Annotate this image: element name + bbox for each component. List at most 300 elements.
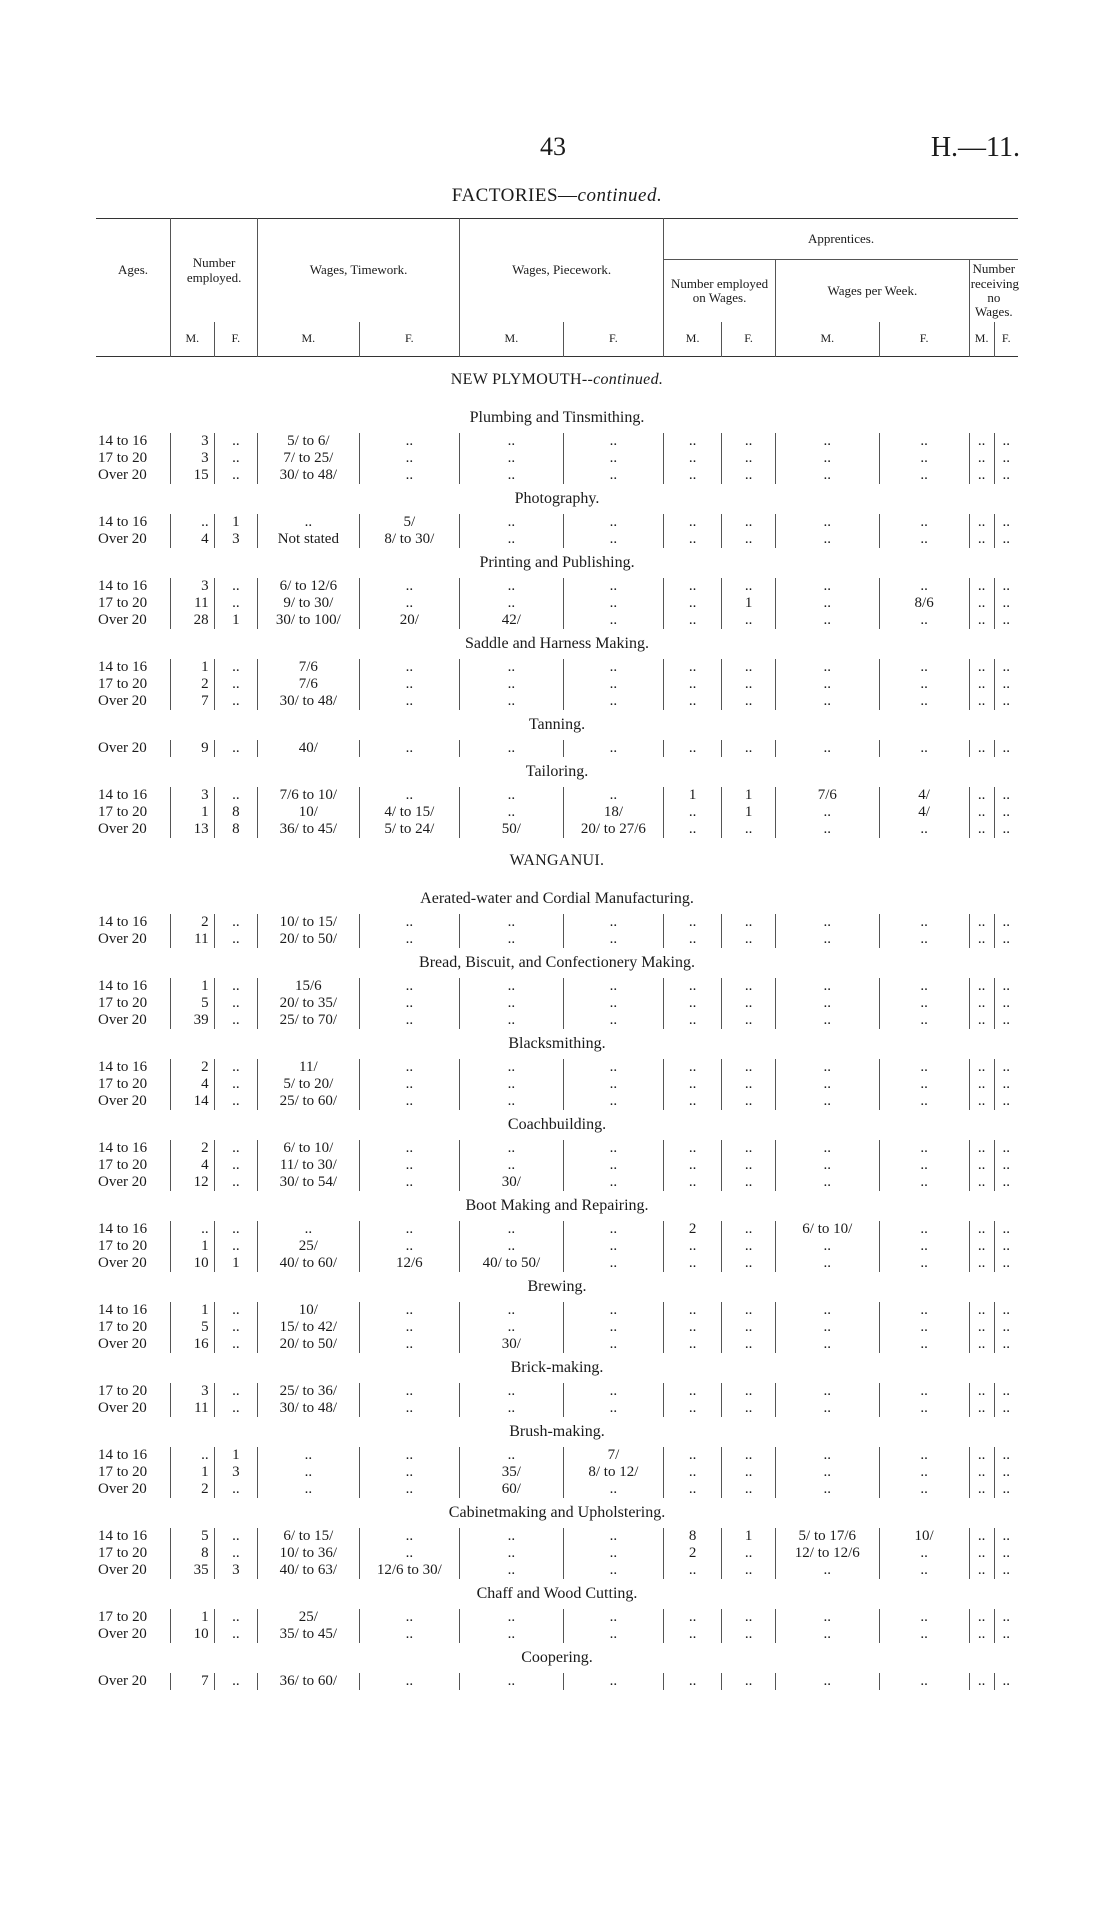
cell-app-employed-f: .. xyxy=(722,914,776,931)
cell-employed-f: .. xyxy=(214,433,258,450)
cell-app-no-wages-m: .. xyxy=(969,995,994,1012)
cell-employed-m: 3 xyxy=(171,578,215,595)
cell-app-employed-f: .. xyxy=(722,1302,776,1319)
header-f: F. xyxy=(994,322,1018,357)
trade-heading-row xyxy=(96,629,1018,659)
cell-piecework-f: .. xyxy=(563,578,663,595)
cell-age: Over 20 xyxy=(98,1255,147,1271)
cell-app-wages-m: 12/ to 12/6 xyxy=(776,1545,880,1562)
cell-app-no-wages-m: .. xyxy=(969,693,994,710)
cell-app-no-wages-m: .. xyxy=(969,1626,994,1643)
cell-timework-m: .. xyxy=(258,514,360,531)
cell-employed-m: 16 xyxy=(171,1336,215,1353)
cell-app-no-wages-f: .. xyxy=(994,1562,1018,1579)
cell-timework-m: 10/ to 15/ xyxy=(258,914,360,931)
header-m: M. xyxy=(460,322,564,357)
cell-employed-f: .. xyxy=(214,693,258,710)
cell-app-no-wages-m: .. xyxy=(969,821,994,838)
cell-timework-f: .. xyxy=(359,1093,459,1110)
cell-app-no-wages-f: .. xyxy=(994,1464,1018,1481)
cell-employed-m: 2 xyxy=(171,914,215,931)
cell-timework-f: .. xyxy=(359,676,459,693)
cell-age: 14 to 16 xyxy=(98,914,148,930)
trade-heading: Saddle and Harness Making. xyxy=(465,635,649,652)
cell-piecework-f: .. xyxy=(563,693,663,710)
cell-piecework-m: 35/ xyxy=(460,1464,564,1481)
table-row xyxy=(96,1238,1018,1255)
table-row xyxy=(96,804,1018,821)
cell-age: Over 20 xyxy=(98,467,147,483)
cell-employed-m: 2 xyxy=(171,676,215,693)
table-row xyxy=(96,1464,1018,1481)
cell-timework-f: .. xyxy=(359,914,459,931)
cell-employed-f: .. xyxy=(214,595,258,612)
cell-piecework-m: .. xyxy=(460,1157,564,1174)
cell-piecework-m: .. xyxy=(460,740,564,757)
table-row xyxy=(96,1336,1018,1353)
cell-timework-f: 5/ to 24/ xyxy=(359,821,459,838)
cell-employed-f: 3 xyxy=(214,531,258,548)
cell-piecework-m: .. xyxy=(460,1673,564,1690)
cell-app-employed-f: .. xyxy=(722,450,776,467)
cell-piecework-f: .. xyxy=(563,450,663,467)
cell-age: Over 20 xyxy=(98,1562,147,1578)
cell-piecework-f: 18/ xyxy=(563,804,663,821)
cell-app-no-wages-f: .. xyxy=(994,1238,1018,1255)
cell-app-no-wages-f: .. xyxy=(994,1059,1018,1076)
cell-timework-f: .. xyxy=(359,467,459,484)
cell-app-no-wages-f: .. xyxy=(994,821,1018,838)
cell-employed-m: .. xyxy=(171,1221,215,1238)
cell-timework-m: 11/ xyxy=(258,1059,360,1076)
cell-app-employed-f: .. xyxy=(722,1336,776,1353)
cell-employed-m: 15 xyxy=(171,467,215,484)
cell-employed-m: 4 xyxy=(171,1157,215,1174)
cell-timework-m: 10/ xyxy=(258,804,360,821)
cell-app-no-wages-m: .. xyxy=(969,740,994,757)
cell-app-wages-m: .. xyxy=(776,1609,880,1626)
cell-piecework-m: .. xyxy=(460,1221,564,1238)
trade-heading: Coachbuilding. xyxy=(507,1116,607,1133)
cell-employed-f: .. xyxy=(214,450,258,467)
cell-age: 17 to 20 xyxy=(98,450,148,466)
cell-age: 17 to 20 xyxy=(98,1609,148,1625)
cell-app-no-wages-f: .. xyxy=(994,931,1018,948)
town-heading-row xyxy=(96,357,1018,404)
cell-app-wages-m: .. xyxy=(776,676,880,693)
cell-age: Over 20 xyxy=(98,821,147,837)
cell-employed-f: 1 xyxy=(214,1447,258,1464)
cell-timework-m: 30/ to 100/ xyxy=(258,612,360,629)
header-wages-piecework: Wages, Piecework. xyxy=(460,219,664,323)
cell-timework-f: .. xyxy=(359,1626,459,1643)
table-row xyxy=(96,693,1018,710)
cell-age: 17 to 20 xyxy=(98,804,148,820)
cell-employed-m: 5 xyxy=(171,1319,215,1336)
cell-age: 17 to 20 xyxy=(98,1238,148,1254)
cell-employed-m: 1 xyxy=(171,978,215,995)
table-row xyxy=(96,1255,1018,1272)
trade-heading-row xyxy=(96,1029,1018,1059)
cell-app-employed-m: .. xyxy=(664,978,722,995)
cell-employed-f: .. xyxy=(214,1528,258,1545)
table-row xyxy=(96,978,1018,995)
cell-app-wages-m: .. xyxy=(776,1302,880,1319)
cell-employed-m: 3 xyxy=(171,1383,215,1400)
cell-app-employed-m: .. xyxy=(664,1447,722,1464)
cell-timework-f: .. xyxy=(359,1221,459,1238)
table-row xyxy=(96,1673,1018,1690)
cell-app-wages-m: .. xyxy=(776,1255,880,1272)
cell-age: Over 20 xyxy=(98,693,147,709)
cell-app-no-wages-m: .. xyxy=(969,1174,994,1191)
cell-app-wages-f: .. xyxy=(879,531,969,548)
cell-app-employed-m: .. xyxy=(664,514,722,531)
cell-app-no-wages-m: .. xyxy=(969,1255,994,1272)
cell-employed-f: .. xyxy=(214,1545,258,1562)
table-body xyxy=(96,357,1018,1691)
cell-app-no-wages-f: .. xyxy=(994,1319,1018,1336)
trade-heading: Bread, Biscuit, and Confectionery Making. xyxy=(419,954,695,971)
cell-piecework-f: .. xyxy=(563,1545,663,1562)
cell-age: 14 to 16 xyxy=(98,578,148,594)
table-row xyxy=(96,740,1018,757)
cell-app-wages-m: .. xyxy=(776,1157,880,1174)
cell-age: 17 to 20 xyxy=(98,595,148,611)
cell-piecework-m: .. xyxy=(460,995,564,1012)
table-row xyxy=(96,1319,1018,1336)
cell-app-wages-f: .. xyxy=(879,659,969,676)
cell-app-no-wages-f: .. xyxy=(994,787,1018,804)
cell-piecework-m: .. xyxy=(460,1447,564,1464)
cell-timework-m: 15/6 xyxy=(258,978,360,995)
cell-piecework-f: .. xyxy=(563,1319,663,1336)
cell-piecework-f: 8/ to 12/ xyxy=(563,1464,663,1481)
cell-app-no-wages-m: .. xyxy=(969,1059,994,1076)
cell-app-wages-m: .. xyxy=(776,612,880,629)
trade-heading: Brick-making. xyxy=(510,1359,604,1376)
cell-app-no-wages-m: .. xyxy=(969,578,994,595)
cell-app-employed-m: .. xyxy=(664,1609,722,1626)
cell-app-employed-f: .. xyxy=(722,693,776,710)
cell-app-no-wages-f: .. xyxy=(994,995,1018,1012)
cell-piecework-m: .. xyxy=(460,1545,564,1562)
cell-timework-f: .. xyxy=(359,1238,459,1255)
cell-piecework-f: .. xyxy=(563,1481,663,1498)
town-name: NEW PLYMOUTH xyxy=(450,371,582,388)
cell-app-employed-m: .. xyxy=(664,612,722,629)
cell-app-wages-m: .. xyxy=(776,450,880,467)
table-row xyxy=(96,821,1018,838)
cell-employed-m: 28 xyxy=(171,612,215,629)
cell-app-no-wages-m: .. xyxy=(969,1336,994,1353)
cell-employed-m: 1 xyxy=(171,1302,215,1319)
cell-app-employed-m: .. xyxy=(664,659,722,676)
town-name: WANGANUI. xyxy=(509,852,605,869)
cell-app-employed-f: 1 xyxy=(722,804,776,821)
table-row xyxy=(96,578,1018,595)
table-row xyxy=(96,995,1018,1012)
cell-app-no-wages-m: .. xyxy=(969,1221,994,1238)
header-blank xyxy=(96,322,171,357)
cell-piecework-f: .. xyxy=(563,1255,663,1272)
cell-app-wages-f: .. xyxy=(879,821,969,838)
cell-app-wages-f: .. xyxy=(879,1336,969,1353)
cell-timework-m: 15/ to 42/ xyxy=(258,1319,360,1336)
cell-employed-m: 14 xyxy=(171,1093,215,1110)
cell-employed-f: .. xyxy=(214,1319,258,1336)
cell-age: 17 to 20 xyxy=(98,676,148,692)
header-app-wages-per-week: Wages per Week. xyxy=(776,260,970,323)
cell-timework-m: 6/ to 12/6 xyxy=(258,578,360,595)
cell-employed-f: 3 xyxy=(214,1562,258,1579)
cell-piecework-f: .. xyxy=(563,740,663,757)
cell-app-wages-f: 4/ xyxy=(879,804,969,821)
cell-app-no-wages-f: .. xyxy=(994,467,1018,484)
cell-app-wages-m: .. xyxy=(776,1626,880,1643)
trade-heading-row xyxy=(96,548,1018,578)
cell-app-employed-f: .. xyxy=(722,1238,776,1255)
cell-app-employed-f: .. xyxy=(722,1012,776,1029)
cell-app-employed-m: .. xyxy=(664,467,722,484)
cell-piecework-m: .. xyxy=(460,578,564,595)
cell-app-wages-f: .. xyxy=(879,1174,969,1191)
cell-app-no-wages-f: .. xyxy=(994,1481,1018,1498)
cell-app-no-wages-f: .. xyxy=(994,1012,1018,1029)
cell-piecework-m: 30/ xyxy=(460,1174,564,1191)
cell-employed-m: 2 xyxy=(171,1140,215,1157)
cell-piecework-m: .. xyxy=(460,1140,564,1157)
cell-app-no-wages-f: .. xyxy=(994,1221,1018,1238)
cell-piecework-m: .. xyxy=(460,931,564,948)
cell-piecework-f: .. xyxy=(563,467,663,484)
cell-app-employed-f: .. xyxy=(722,978,776,995)
cell-app-wages-f: .. xyxy=(879,1609,969,1626)
cell-app-employed-f: .. xyxy=(722,1673,776,1690)
trade-heading: Cabinetmaking and Upholstering. xyxy=(448,1504,666,1521)
cell-piecework-f: .. xyxy=(563,1076,663,1093)
cell-employed-f: .. xyxy=(214,1093,258,1110)
cell-app-wages-f: .. xyxy=(879,1255,969,1272)
town-heading-row xyxy=(96,838,1018,884)
cell-piecework-f: 20/ to 27/6 xyxy=(563,821,663,838)
cell-employed-f: .. xyxy=(214,1221,258,1238)
cell-piecework-m: .. xyxy=(460,1528,564,1545)
cell-app-wages-m: .. xyxy=(776,1174,880,1191)
cell-employed-f: .. xyxy=(214,1673,258,1690)
cell-app-employed-m: .. xyxy=(664,1481,722,1498)
cell-app-no-wages-m: .. xyxy=(969,1528,994,1545)
trade-heading: Coopering. xyxy=(521,1649,593,1666)
cell-app-no-wages-m: .. xyxy=(969,595,994,612)
cell-app-employed-m: .. xyxy=(664,1238,722,1255)
table-row xyxy=(96,1157,1018,1174)
cell-age: Over 20 xyxy=(98,1626,147,1642)
cell-app-employed-m: .. xyxy=(664,693,722,710)
cell-app-wages-m: .. xyxy=(776,804,880,821)
cell-timework-m: 10/ to 36/ xyxy=(258,1545,360,1562)
cell-app-no-wages-m: .. xyxy=(969,659,994,676)
cell-piecework-f: .. xyxy=(563,433,663,450)
cell-app-employed-f: .. xyxy=(722,612,776,629)
cell-app-employed-f: .. xyxy=(722,1383,776,1400)
cell-timework-m: 7/6 xyxy=(258,676,360,693)
cell-employed-f: .. xyxy=(214,995,258,1012)
cell-piecework-m: .. xyxy=(460,514,564,531)
cell-app-employed-f: .. xyxy=(722,1174,776,1191)
cell-piecework-f: .. xyxy=(563,1012,663,1029)
cell-timework-m: 6/ to 15/ xyxy=(258,1528,360,1545)
cell-app-no-wages-f: .. xyxy=(994,1336,1018,1353)
cell-app-wages-m: .. xyxy=(776,1140,880,1157)
cell-app-employed-m: .. xyxy=(664,1400,722,1417)
cell-timework-f: 5/ xyxy=(359,514,459,531)
cell-employed-f: 1 xyxy=(214,1255,258,1272)
cell-piecework-m: 40/ to 50/ xyxy=(460,1255,564,1272)
cell-app-wages-f: .. xyxy=(879,1076,969,1093)
cell-piecework-f: .. xyxy=(563,1673,663,1690)
table-row xyxy=(96,1140,1018,1157)
cell-age: 14 to 16 xyxy=(98,1140,148,1156)
cell-app-no-wages-m: .. xyxy=(969,1012,994,1029)
cell-app-employed-m: .. xyxy=(664,676,722,693)
cell-employed-m: 11 xyxy=(171,595,215,612)
cell-timework-m: 40/ xyxy=(258,740,360,757)
cell-timework-f: .. xyxy=(359,1157,459,1174)
cell-app-wages-f: .. xyxy=(879,1400,969,1417)
cell-app-wages-m: .. xyxy=(776,433,880,450)
cell-app-employed-f: .. xyxy=(722,514,776,531)
cell-app-wages-f: .. xyxy=(879,693,969,710)
cell-employed-m: 10 xyxy=(171,1626,215,1643)
cell-piecework-m: 42/ xyxy=(460,612,564,629)
trade-heading-row xyxy=(96,1110,1018,1140)
cell-employed-f: 8 xyxy=(214,804,258,821)
cell-piecework-m: .. xyxy=(460,1059,564,1076)
cell-app-no-wages-f: .. xyxy=(994,1609,1018,1626)
cell-timework-m: 20/ to 50/ xyxy=(258,1336,360,1353)
cell-employed-m: 3 xyxy=(171,787,215,804)
cell-timework-m: 30/ to 54/ xyxy=(258,1174,360,1191)
cell-piecework-f: .. xyxy=(563,1302,663,1319)
cell-app-wages-f: .. xyxy=(879,1562,969,1579)
cell-timework-f: .. xyxy=(359,1528,459,1545)
trade-heading-row xyxy=(96,710,1018,740)
cell-app-wages-m: .. xyxy=(776,1076,880,1093)
table-row xyxy=(96,612,1018,629)
header-wages-timework: Wages, Timework. xyxy=(258,219,460,323)
cell-app-no-wages-m: .. xyxy=(969,1383,994,1400)
cell-employed-m: 5 xyxy=(171,1528,215,1545)
cell-app-employed-m: .. xyxy=(664,914,722,931)
cell-app-wages-f: .. xyxy=(879,978,969,995)
trade-heading-row xyxy=(96,1498,1018,1528)
cell-timework-f: .. xyxy=(359,995,459,1012)
cell-piecework-m: .. xyxy=(460,693,564,710)
cell-app-employed-f: .. xyxy=(722,1255,776,1272)
cell-timework-f: .. xyxy=(359,433,459,450)
table-row xyxy=(96,1221,1018,1238)
table-row xyxy=(96,433,1018,450)
cell-app-no-wages-f: .. xyxy=(994,1545,1018,1562)
cell-app-no-wages-m: .. xyxy=(969,1673,994,1690)
cell-app-no-wages-m: .. xyxy=(969,1562,994,1579)
cell-employed-f: .. xyxy=(214,467,258,484)
header-m: M. xyxy=(258,322,360,357)
cell-piecework-f: .. xyxy=(563,787,663,804)
cell-app-no-wages-m: .. xyxy=(969,787,994,804)
cell-app-wages-m: .. xyxy=(776,659,880,676)
cell-employed-m: 2 xyxy=(171,1059,215,1076)
cell-piecework-m: 30/ xyxy=(460,1336,564,1353)
cell-app-no-wages-m: .. xyxy=(969,1093,994,1110)
cell-app-no-wages-f: .. xyxy=(994,804,1018,821)
cell-timework-f: .. xyxy=(359,1464,459,1481)
cell-app-no-wages-f: .. xyxy=(994,914,1018,931)
trade-heading-row xyxy=(96,1191,1018,1221)
trade-heading: Photography. xyxy=(514,490,600,507)
cell-timework-m: 30/ to 48/ xyxy=(258,467,360,484)
cell-app-employed-m: .. xyxy=(664,531,722,548)
cell-app-employed-f: .. xyxy=(722,676,776,693)
trade-heading: Blacksmithing. xyxy=(508,1035,606,1052)
town-heading xyxy=(96,357,1018,404)
cell-app-no-wages-f: .. xyxy=(994,450,1018,467)
cell-employed-m: 13 xyxy=(171,821,215,838)
cell-employed-f: .. xyxy=(214,1400,258,1417)
cell-piecework-f: .. xyxy=(563,1221,663,1238)
cell-app-employed-f: .. xyxy=(722,1545,776,1562)
cell-app-wages-f: .. xyxy=(879,1238,969,1255)
trade-heading-row xyxy=(96,757,1018,787)
trade-heading-row xyxy=(96,1353,1018,1383)
cell-timework-f: .. xyxy=(359,1545,459,1562)
cell-app-no-wages-f: .. xyxy=(994,595,1018,612)
table-row xyxy=(96,1562,1018,1579)
cell-app-employed-m: .. xyxy=(664,1319,722,1336)
cell-age: 14 to 16 xyxy=(98,1221,148,1237)
cell-timework-m: 35/ to 45/ xyxy=(258,1626,360,1643)
cell-app-no-wages-f: .. xyxy=(994,531,1018,548)
cell-timework-m: 11/ to 30/ xyxy=(258,1157,360,1174)
cell-piecework-f: .. xyxy=(563,1528,663,1545)
cell-employed-m: 7 xyxy=(171,693,215,710)
cell-timework-f: .. xyxy=(359,1174,459,1191)
cell-app-wages-f: .. xyxy=(879,1302,969,1319)
cell-app-employed-m: .. xyxy=(664,1076,722,1093)
factories-table xyxy=(96,218,1018,1690)
cell-app-employed-m: .. xyxy=(664,1093,722,1110)
cell-age: 14 to 16 xyxy=(98,1059,148,1075)
cell-piecework-f: .. xyxy=(563,1626,663,1643)
cell-age: 14 to 16 xyxy=(98,1447,148,1463)
table-row xyxy=(96,676,1018,693)
cell-app-wages-m: .. xyxy=(776,931,880,948)
cell-employed-f: .. xyxy=(214,931,258,948)
cell-timework-m: 40/ to 63/ xyxy=(258,1562,360,1579)
cell-app-no-wages-m: .. xyxy=(969,1076,994,1093)
cell-timework-f: .. xyxy=(359,595,459,612)
cell-app-no-wages-f: .. xyxy=(994,578,1018,595)
cell-age: 14 to 16 xyxy=(98,514,148,530)
cell-app-employed-m: .. xyxy=(664,1562,722,1579)
cell-app-wages-m: .. xyxy=(776,1464,880,1481)
cell-app-employed-m: .. xyxy=(664,1336,722,1353)
header-app-number-employed: Number employed on Wages. xyxy=(664,260,776,323)
cell-piecework-f: .. xyxy=(563,659,663,676)
cell-timework-f: .. xyxy=(359,1673,459,1690)
cell-piecework-m: .. xyxy=(460,467,564,484)
